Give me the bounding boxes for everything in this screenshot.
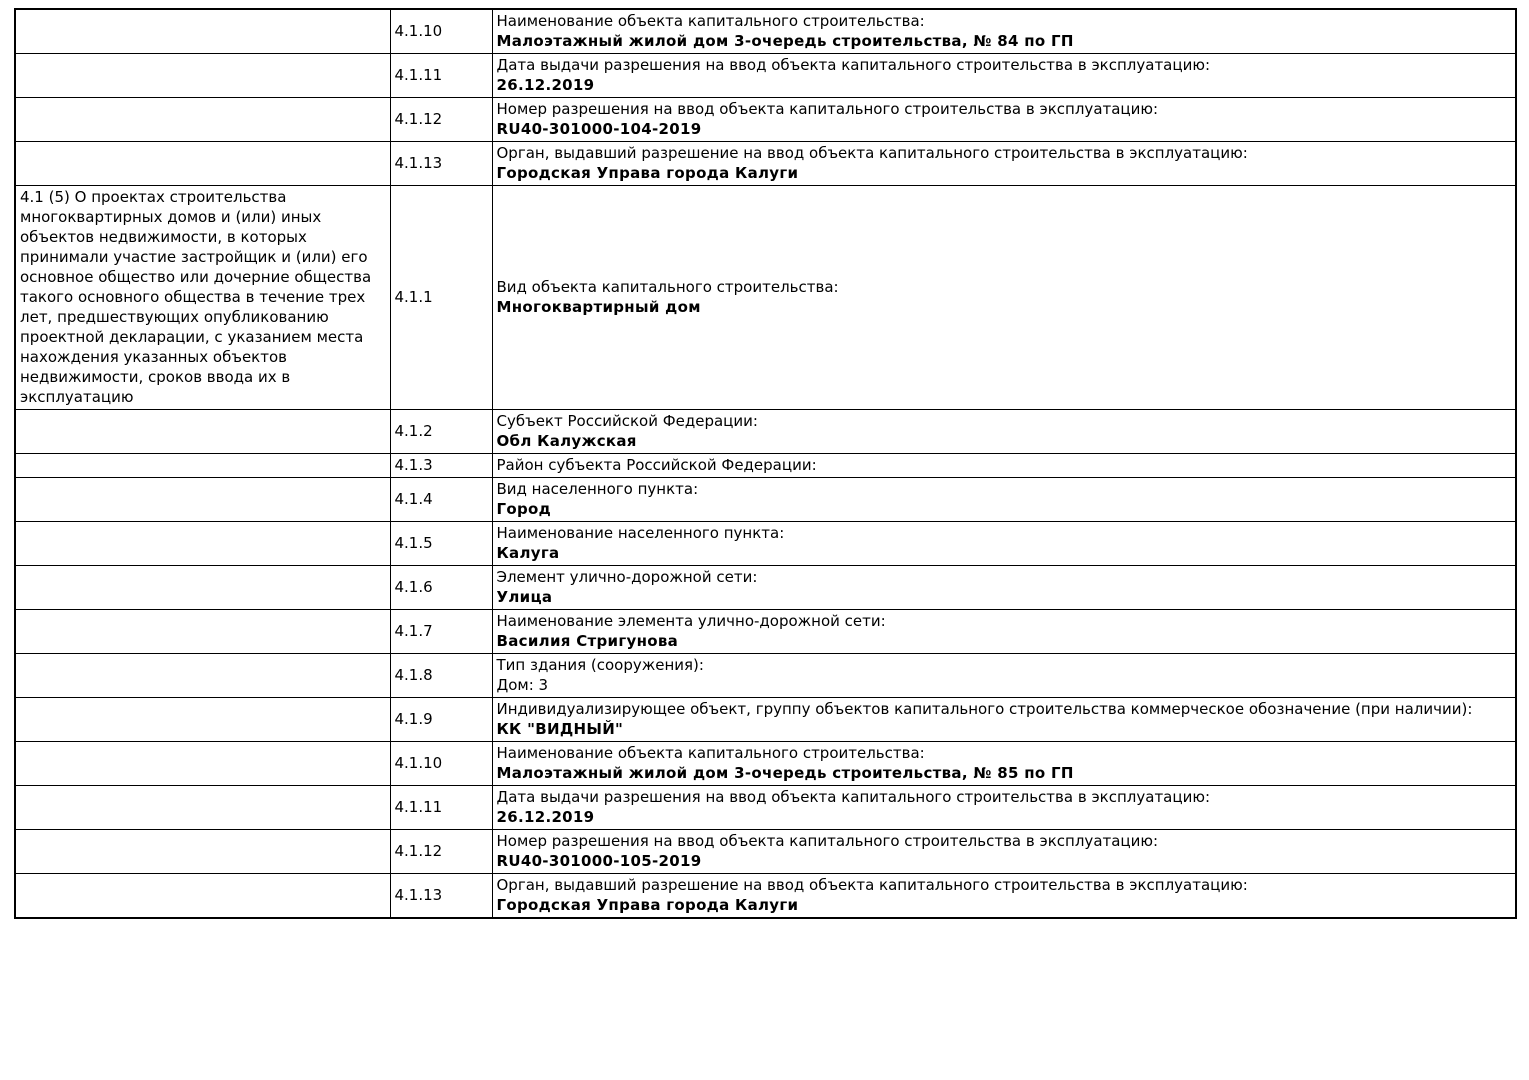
table-row xyxy=(15,830,1516,874)
field-label: Наименование объекта капитального строительства: xyxy=(496,12,925,30)
section-cell xyxy=(15,54,390,98)
content-cell xyxy=(492,874,1516,919)
row-code: 4.1.11 xyxy=(390,54,492,98)
table-row xyxy=(15,478,1516,522)
row-code: 4.1.13 xyxy=(390,874,492,919)
table-row xyxy=(15,454,1516,478)
field-label: Индивидуализирующее объект, группу объектов капитального строительства коммерческое обозначение (при наличии): xyxy=(496,700,1473,718)
row-code: 4.1.9 xyxy=(390,698,492,742)
content-cell xyxy=(492,830,1516,874)
section-cell xyxy=(15,454,390,478)
section-cell xyxy=(15,142,390,186)
content-cell xyxy=(492,454,1516,478)
content-cell xyxy=(492,98,1516,142)
row-code: 4.1.7 xyxy=(390,610,492,654)
section-cell xyxy=(15,410,390,454)
field-value: Калуга xyxy=(496,544,560,562)
field-label: Дата выдачи разрешения на ввод объекта капитального строительства в эксплуатацию: xyxy=(496,56,1211,74)
field-value: КК "ВИДНЫЙ" xyxy=(496,720,624,738)
section-cell xyxy=(15,742,390,786)
field-value: Городская Управа города Калуги xyxy=(496,896,799,914)
row-code: 4.1.1 xyxy=(390,186,492,410)
section-cell xyxy=(15,698,390,742)
field-label: Тип здания (сооружения): xyxy=(496,656,704,674)
content-cell xyxy=(492,410,1516,454)
content-cell xyxy=(492,566,1516,610)
section-cell xyxy=(15,566,390,610)
table-row xyxy=(15,186,1516,410)
table-row xyxy=(15,54,1516,98)
row-code: 4.1.5 xyxy=(390,522,492,566)
field-label: Дата выдачи разрешения на ввод объекта капитального строительства в эксплуатацию: xyxy=(496,788,1211,806)
field-label: Наименование объекта капитального строительства: xyxy=(496,744,925,762)
field-value: RU40-301000-104-2019 xyxy=(496,120,702,138)
table-row xyxy=(15,742,1516,786)
content-cell xyxy=(492,54,1516,98)
field-value: Городская Управа города Калуги xyxy=(496,164,799,182)
field-value: Дом: 3 xyxy=(496,676,549,694)
table-row xyxy=(15,786,1516,830)
row-code: 4.1.8 xyxy=(390,654,492,698)
table-row xyxy=(15,874,1516,919)
table-row xyxy=(15,410,1516,454)
section-cell xyxy=(15,478,390,522)
table-row xyxy=(15,9,1516,54)
table-row xyxy=(15,698,1516,742)
field-value: Обл Калужская xyxy=(496,432,637,450)
section-cell xyxy=(15,98,390,142)
table-row xyxy=(15,522,1516,566)
field-value: Малоэтажный жилой дом 3-очередь строительства, № 84 по ГП xyxy=(496,32,1074,50)
field-label: Район субъекта Российской Федерации: xyxy=(496,456,817,474)
content-cell xyxy=(492,9,1516,54)
field-value: Василия Стригунова xyxy=(496,632,679,650)
content-cell xyxy=(492,478,1516,522)
field-label: Орган, выдавший разрешение на ввод объекта капитального строительства в эксплуатацию: xyxy=(496,876,1248,894)
table-row xyxy=(15,142,1516,186)
row-code: 4.1.11 xyxy=(390,786,492,830)
field-label: Вид населенного пункта: xyxy=(496,480,699,498)
content-cell xyxy=(492,742,1516,786)
section-cell xyxy=(15,830,390,874)
field-label: Номер разрешения на ввод объекта капитального строительства в эксплуатацию: xyxy=(496,832,1159,850)
field-value: 26.12.2019 xyxy=(496,808,595,826)
content-cell xyxy=(492,698,1516,742)
content-cell xyxy=(492,142,1516,186)
row-code: 4.1.3 xyxy=(390,454,492,478)
table-row xyxy=(15,654,1516,698)
field-label: Вид объекта капитального строительства: xyxy=(496,278,839,296)
row-code: 4.1.2 xyxy=(390,410,492,454)
section-cell xyxy=(15,522,390,566)
declaration-table xyxy=(14,8,1517,919)
field-value: Малоэтажный жилой дом 3-очередь строительства, № 85 по ГП xyxy=(496,764,1074,782)
content-cell xyxy=(492,654,1516,698)
declaration-table-container xyxy=(14,8,1517,919)
field-value: RU40-301000-105-2019 xyxy=(496,852,702,870)
field-label: Наименование населенного пункта: xyxy=(496,524,785,542)
table-body xyxy=(15,9,1516,918)
content-cell xyxy=(492,522,1516,566)
row-code: 4.1.6 xyxy=(390,566,492,610)
field-label: Орган, выдавший разрешение на ввод объекта капитального строительства в эксплуатацию: xyxy=(496,144,1248,162)
field-value: 26.12.2019 xyxy=(496,76,595,94)
section-cell xyxy=(15,786,390,830)
field-label: Номер разрешения на ввод объекта капитального строительства в эксплуатацию: xyxy=(496,100,1159,118)
content-cell xyxy=(492,786,1516,830)
table-row xyxy=(15,566,1516,610)
row-code: 4.1.13 xyxy=(390,142,492,186)
field-label: Наименование элемента улично-дорожной сети: xyxy=(496,612,886,630)
field-value: Улица xyxy=(496,588,553,606)
field-value: Город xyxy=(496,500,552,518)
row-code: 4.1.10 xyxy=(390,742,492,786)
section-cell xyxy=(15,610,390,654)
field-value: Многоквартирный дом xyxy=(496,298,701,316)
section-cell: 4.1 (5) О проектах строительства многоквартирных домов и (или) иных объектов недвижимости, в которых принимали участие застройщик и (или) его основное общество или дочерние общества такого основного общества в течение трех лет, предшествующих опубликованию проектной декларации, с указанием места нахождения указанных объектов недвижимости, сроков ввода их в эксплуатацию xyxy=(15,186,390,410)
table-row xyxy=(15,610,1516,654)
row-code: 4.1.10 xyxy=(390,9,492,54)
section-cell xyxy=(15,874,390,919)
content-cell xyxy=(492,186,1516,410)
row-code: 4.1.12 xyxy=(390,830,492,874)
table-row xyxy=(15,98,1516,142)
row-code: 4.1.12 xyxy=(390,98,492,142)
field-label: Субъект Российской Федерации: xyxy=(496,412,758,430)
field-label: Элемент улично-дорожной сети: xyxy=(496,568,758,586)
row-code: 4.1.4 xyxy=(390,478,492,522)
section-cell xyxy=(15,9,390,54)
section-cell xyxy=(15,654,390,698)
content-cell xyxy=(492,610,1516,654)
